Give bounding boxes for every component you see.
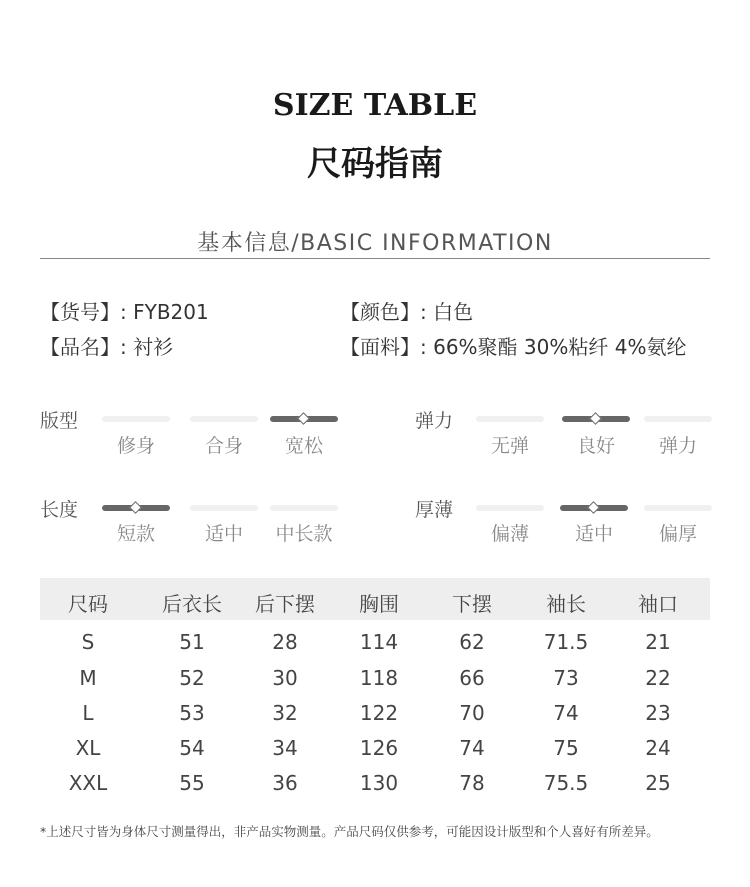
table-cell: 25	[645, 771, 671, 795]
table-cell: 34	[272, 736, 298, 760]
table-cell: 55	[179, 771, 205, 795]
table-cell: 53	[179, 701, 205, 725]
table-header-cell: 袖长	[546, 592, 586, 616]
table-cell: 114	[359, 630, 399, 654]
table-cell: 52	[179, 666, 205, 690]
attr-label-elasticity: 弹力	[415, 410, 454, 432]
item-name: 【品名】: 衬衫	[40, 335, 174, 359]
section-divider	[40, 258, 710, 259]
table-cell: 73	[553, 666, 579, 690]
table-header-cell: 后衣长	[162, 592, 222, 616]
table-cell: 75	[553, 736, 579, 760]
table-cell: 122	[359, 701, 399, 725]
attr-option-fit-2: 宽松	[284, 435, 323, 457]
attr-option-length-0: 短款	[116, 523, 155, 545]
table-header-cell: 后下摆	[255, 592, 315, 616]
table-header-cell: 下摆	[452, 592, 492, 616]
table-header-cell: 尺码	[68, 592, 108, 616]
item-fabric: 【面料】: 66%聚酯 30%粘纤 4%氨纶	[340, 335, 687, 359]
attr-option-length-1: 适中	[204, 523, 243, 545]
table-cell: 28	[272, 630, 298, 654]
table-cell: 71.5	[543, 630, 589, 654]
table-cell: 51	[179, 630, 205, 654]
attr-bar-thickness-2	[644, 505, 712, 511]
section-title: 基本信息/BASIC INFORMATION	[197, 231, 553, 256]
attr-option-length-2: 中长款	[275, 523, 333, 545]
attr-bar-length-1	[190, 505, 258, 511]
table-cell: 66	[459, 666, 485, 690]
table-cell: 118	[359, 666, 399, 690]
table-cell: 74	[459, 736, 485, 760]
attr-label-fit: 版型	[40, 410, 79, 432]
table-row-size: XL	[75, 736, 101, 760]
attr-option-elasticity-1: 良好	[576, 435, 615, 457]
item-color: 【颜色】: 白色	[340, 300, 474, 324]
attr-option-thickness-0: 偏薄	[490, 523, 529, 545]
table-cell: 130	[359, 771, 399, 795]
table-header-cell: 袖口	[638, 592, 678, 616]
table-cell: 22	[645, 666, 671, 690]
title-chinese: 尺码指南	[307, 144, 443, 184]
attr-option-fit-0: 修身	[116, 435, 155, 457]
table-row-size: M	[79, 666, 97, 690]
attr-option-elasticity-2: 弹力	[658, 435, 697, 457]
table-row-size: S	[81, 630, 95, 654]
attr-option-fit-1: 合身	[204, 435, 243, 457]
attr-label-length: 长度	[40, 499, 79, 521]
attr-bar-fit-0	[102, 416, 170, 422]
table-cell: 75.5	[543, 771, 589, 795]
footnote: *上述尺寸皆为身体尺寸测量得出，非产品实物测量。产品尺码仅供参考，可能因设计版型和个人喜好有所差异。	[40, 824, 659, 839]
attr-bar-thickness-0	[476, 505, 544, 511]
attr-bar-thickness-1	[560, 505, 628, 511]
table-cell: 126	[359, 736, 399, 760]
table-cell: 24	[645, 736, 671, 760]
attr-bar-elasticity-1	[562, 416, 630, 422]
attr-bar-fit-2	[270, 416, 338, 422]
attr-option-thickness-1: 适中	[574, 523, 613, 545]
attr-bar-length-0	[102, 505, 170, 511]
attr-bar-fit-1	[190, 416, 258, 422]
table-row-size: XXL	[68, 771, 108, 795]
table-cell: 36	[272, 771, 298, 795]
table-cell: 74	[553, 701, 579, 725]
table-row-size: L	[82, 701, 94, 725]
item-number: 【货号】: FYB201	[40, 300, 209, 324]
table-cell: 78	[459, 771, 485, 795]
table-cell: 62	[459, 630, 485, 654]
attr-bar-elasticity-2	[644, 416, 712, 422]
attr-option-elasticity-0: 无弹	[490, 435, 529, 457]
table-cell: 32	[272, 701, 298, 725]
attr-bar-length-2	[270, 505, 338, 511]
table-cell: 21	[645, 630, 671, 654]
attr-option-thickness-2: 偏厚	[658, 523, 697, 545]
table-cell: 23	[645, 701, 671, 725]
attr-bar-elasticity-0	[476, 416, 544, 422]
table-header-cell: 胸围	[359, 592, 399, 616]
attr-label-thickness: 厚薄	[415, 499, 454, 521]
table-cell: 70	[459, 701, 485, 725]
title-english: SIZE TABLE	[272, 88, 478, 123]
table-cell: 54	[179, 736, 205, 760]
table-cell: 30	[272, 666, 298, 690]
